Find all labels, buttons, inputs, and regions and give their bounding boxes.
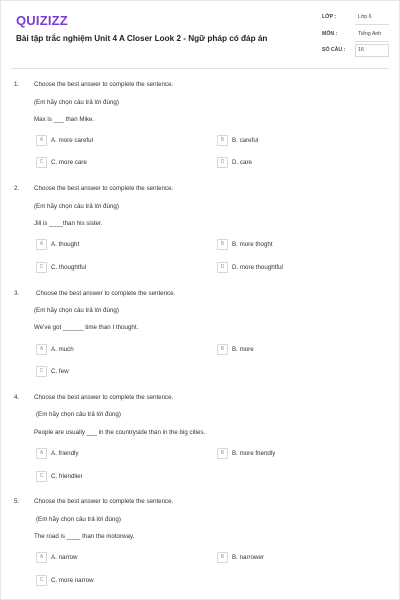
option-letter: A xyxy=(36,239,47,250)
question-sentence: We've got ______ time than I thought. xyxy=(34,324,139,331)
question-prompt: Choose the best answer to complete the sentence. xyxy=(34,81,174,88)
option-letter: C xyxy=(36,262,47,273)
header-divider xyxy=(11,68,389,69)
question-sentence: Max is ___ than Mike. xyxy=(34,116,95,123)
meta-grade-label: LỚP : xyxy=(322,14,337,20)
question-instruction: (Em hãy chọn câu trả lời đúng) xyxy=(36,516,121,523)
option-text: A. more careful xyxy=(51,136,93,144)
question-sentence: Jill is ____than his sister. xyxy=(34,220,103,227)
quizizz-logo: QUIZIZZ xyxy=(16,13,68,28)
question-instruction: (Em hãy chọn câu trả lời đúng) xyxy=(34,99,119,106)
meta-subject-row xyxy=(319,28,389,42)
question-sentence: People are usually ___ in the countryside than in the big cities. xyxy=(34,429,206,436)
option-text: D. care xyxy=(232,158,252,166)
meta-count-value: 16 xyxy=(358,47,364,53)
question-instruction: (Em hãy chọn câu trả lời đúng) xyxy=(34,307,119,314)
option-text: C. friendlier xyxy=(51,472,83,480)
question-instruction: (Em hãy chọn câu trả lời đúng) xyxy=(34,203,119,210)
option-letter: C xyxy=(36,575,47,586)
question-number: 5. xyxy=(14,498,20,505)
option-letter: B xyxy=(217,135,228,146)
meta-divider xyxy=(355,41,389,42)
question-prompt: Choose the best answer to complete the sentence. xyxy=(34,185,174,192)
option-text: B. narrower xyxy=(232,553,264,561)
option-text: A. thought xyxy=(51,240,80,248)
question-instruction: (Em hãy chọn câu trả lời đúng) xyxy=(36,411,121,418)
option-text: B. more thoght xyxy=(232,240,273,248)
question-number: 3. xyxy=(14,290,20,297)
question-sentence: The road is ____ than the motorway. xyxy=(34,533,135,540)
meta-count-row xyxy=(319,44,389,58)
option-text: A. much xyxy=(51,345,74,353)
question-prompt: Choose the best answer to complete the sentence. xyxy=(34,394,174,401)
worksheet-header xyxy=(1,1,400,67)
option-text: C. thoughtful xyxy=(51,263,87,271)
question-prompt: Choose the best answer to complete the sentence. xyxy=(36,290,176,297)
meta-grade-row xyxy=(319,11,389,25)
option-text: C. few xyxy=(51,367,69,375)
option-letter: A xyxy=(36,135,47,146)
meta-count-label: SỐ CÂU : xyxy=(322,47,346,53)
question-prompt: Choose the best answer to complete the sentence. xyxy=(34,498,174,505)
question-number: 4. xyxy=(14,394,20,401)
option-text: B. more friendly xyxy=(232,449,276,457)
question-number: 1. xyxy=(14,81,20,88)
option-letter: A xyxy=(36,552,47,563)
option-letter: B xyxy=(217,552,228,563)
option-text: B. careful xyxy=(232,136,259,144)
option-letter: C xyxy=(36,157,47,168)
option-text: C. more care xyxy=(51,158,87,166)
option-letter: D xyxy=(217,157,228,168)
option-letter: D xyxy=(217,262,228,273)
option-letter: A xyxy=(36,344,47,355)
option-text: C. more narrow xyxy=(51,576,94,584)
option-letter: A xyxy=(36,448,47,459)
option-text: A. narrow xyxy=(51,553,78,561)
option-text: D. more thoughtful xyxy=(232,263,283,271)
option-text: A. friendly xyxy=(51,449,79,457)
option-letter: C xyxy=(36,366,47,377)
meta-grade-value: Lớp 6 xyxy=(358,14,372,20)
question-number: 2. xyxy=(14,185,20,192)
option-letter: B xyxy=(217,239,228,250)
worksheet-title: Bài tập trắc nghiệm Unit 4 A Closer Look 2 - Ngữ pháp có đáp án xyxy=(16,34,268,43)
meta-divider xyxy=(355,24,389,25)
option-text: B. more xyxy=(232,345,254,353)
meta-subject-value: Tiếng Anh xyxy=(358,31,382,37)
option-letter: B xyxy=(217,448,228,459)
option-letter: C xyxy=(36,471,47,482)
meta-subject-label: MÔN : xyxy=(322,31,338,37)
option-letter: B xyxy=(217,344,228,355)
